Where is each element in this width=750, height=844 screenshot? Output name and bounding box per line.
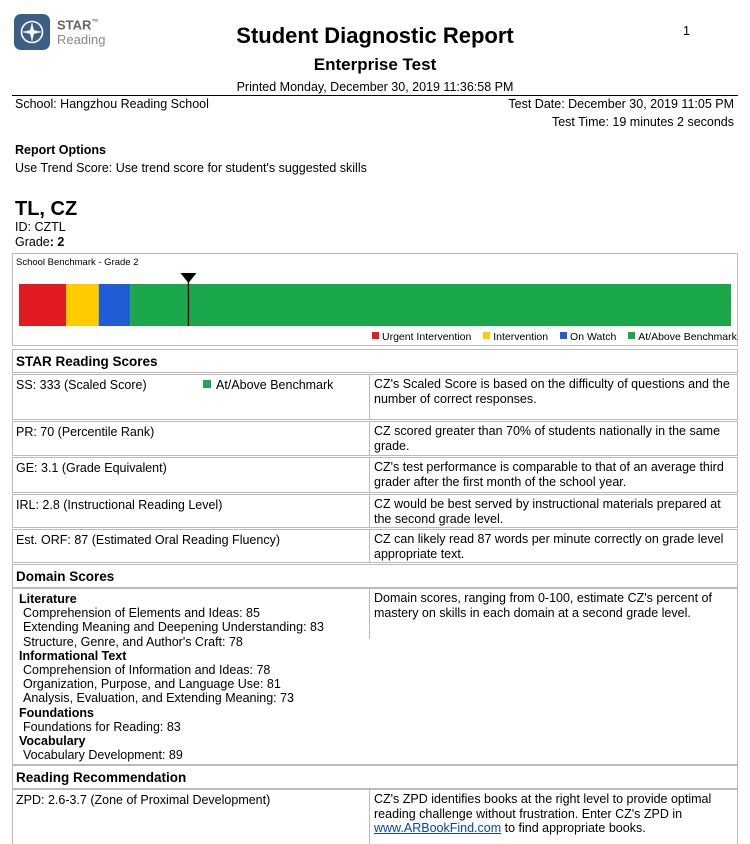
zpd-text: CZ's ZPD identifies books at the right level to provide optimal reading challenge without frustration. Enter CZ's ZPD in	[374, 792, 712, 821]
student-score-marker-icon	[180, 273, 196, 283]
test-time: Test Time: 19 minutes 2 seconds	[551, 115, 734, 129]
benchmark-segment-3	[130, 284, 731, 326]
status-square	[203, 380, 211, 388]
domain-vocabulary: Vocabulary	[19, 734, 86, 749]
domain-divider	[369, 589, 370, 639]
score-row-pr	[12, 421, 738, 456]
domain-item: Organization, Purpose, and Language Use: 81	[23, 677, 281, 692]
score-pr: PR: 70 (Percentile Rank)	[16, 425, 155, 439]
logo-tm: ™	[91, 19, 99, 26]
legend-at-above: At/Above Benchmark	[628, 331, 737, 343]
report-title: Student Diagnostic Report	[236, 23, 514, 48]
domain-item: Analysis, Evaluation, and Extending Meaning: 73	[23, 691, 295, 706]
student-grade	[15, 235, 64, 249]
score-ge-desc: CZ's test performance is comparable to that of an average third grader after the first month of the school year.	[374, 460, 724, 489]
grade-label: Grade	[15, 235, 50, 249]
score-row-irl	[12, 494, 738, 528]
arbookfind-link[interactable]: www.ARBookFind.com	[374, 821, 502, 835]
benchmark-segment-0	[19, 284, 66, 326]
domain-foundations: Foundations	[19, 705, 94, 720]
domain-informational-text: Informational Text	[19, 648, 127, 663]
domain-section-title: Domain Scores	[12, 564, 738, 588]
score-row-orf	[12, 529, 738, 563]
page-number: 1	[683, 24, 690, 38]
score-pr-desc: CZ scored greater than 70% of students nationally in the same grade.	[374, 424, 721, 453]
legend-intervention: Intervention	[483, 331, 548, 343]
domain-list	[19, 592, 324, 762]
score-irl: IRL: 2.8 (Instructional Reading Level)	[16, 498, 223, 512]
score-irl-desc: CZ would be best served by instructional materials prepared at the second grade level.	[374, 497, 721, 526]
domain-item: Comprehension of Elements and Ideas: 85	[23, 606, 260, 621]
zpd-range: ZPD: 2.6-3.7 (Zone of Proximal Development)	[16, 793, 271, 807]
domain-item: Extending Meaning and Deepening Understanding: 83	[23, 620, 324, 635]
benchmark-bar	[19, 272, 731, 328]
score-ge: GE: 3.1 (Grade Equivalent)	[16, 461, 167, 475]
domain-item: Vocabulary Development: 89	[23, 748, 183, 763]
domain-description: Domain scores, ranging from 0-100, estimate CZ's percent of mastery on skills in each domain at a second grade level.	[374, 591, 712, 620]
domain-item: Comprehension of Information and Ideas: 78	[23, 663, 271, 678]
score-row-ge	[12, 457, 738, 493]
score-orf: Est. ORF: 87 (Estimated Oral Reading Fluency)	[16, 533, 280, 547]
school-name: School: Hangzhou Reading School	[15, 97, 209, 111]
benchmark-label: School Benchmark - Grade 2	[16, 257, 139, 268]
benchmark-status: At/Above Benchmark	[203, 378, 333, 392]
zpd-text-after: to find appropriate books.	[501, 821, 646, 835]
logo-line1: STAR	[57, 17, 92, 33]
domain-item: Foundations for Reading: 83	[23, 719, 181, 734]
recommendation-row	[12, 789, 738, 844]
score-orf-desc: CZ can likely read 87 words per minute correctly on grade level appropriate text.	[374, 532, 724, 561]
zpd-description	[374, 792, 736, 836]
report-subtitle: Enterprise Test	[313, 55, 437, 74]
student-name: TL, CZ	[15, 198, 78, 220]
recommendation-section-title: Reading Recommendation	[12, 765, 738, 789]
domain-item: Structure, Genre, and Author's Craft: 78	[23, 634, 243, 649]
printed-timestamp: Printed Monday, December 30, 2019 11:36:58 PM	[236, 80, 514, 94]
report-options-text: Use Trend Score: Use trend score for student's suggested skills	[15, 161, 367, 175]
benchmark-segment-1	[66, 284, 99, 326]
test-date: Test Date: December 30, 2019 11:05 PM	[508, 97, 734, 111]
domain-literature: Literature	[19, 592, 77, 606]
score-ss: SS: 333 (Scaled Score)	[16, 378, 147, 392]
score-row-ss	[12, 374, 738, 420]
logo-line2: Reading	[57, 32, 106, 48]
report-options-title: Report Options	[15, 143, 106, 157]
benchmark-segment-2	[99, 284, 130, 326]
grade-value: : 2	[49, 235, 65, 249]
benchmark-legend	[372, 331, 737, 343]
legend-urgent: Urgent Intervention	[372, 331, 471, 343]
student-id: ID: CZTL	[15, 220, 66, 234]
header-divider	[12, 95, 738, 96]
domain-scores-row	[12, 588, 738, 765]
scores-section-title: STAR Reading Scores	[12, 349, 738, 373]
score-ss-desc: CZ's Scaled Score is based on the difficulty of questions and the number of correct responses.	[374, 377, 730, 406]
legend-on-watch: On Watch	[560, 331, 616, 343]
